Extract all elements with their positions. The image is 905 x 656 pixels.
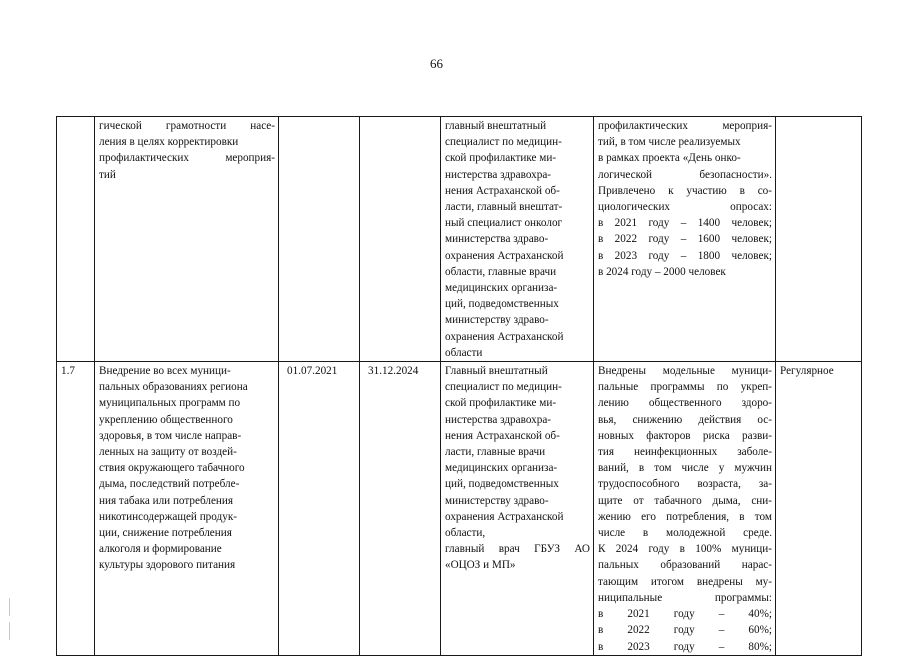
result-line: лению общественного здоро-: [598, 397, 772, 410]
event-line: ленных на защиту от воздей-: [99, 446, 237, 459]
event-line: профилактических мероприя-: [99, 152, 275, 165]
type-cell: [776, 117, 862, 362]
result-line: в 2023 году – 1800 человек;: [598, 249, 772, 262]
event-line: здоровья, в том числе направ-: [99, 429, 242, 442]
result-line: Привлечено к участию в со-: [598, 184, 772, 197]
event-line: пальных образованиях региона: [99, 381, 248, 394]
event-line: ствия окружающего табачного: [99, 462, 245, 475]
event-line: муниципальных программ по: [99, 397, 241, 410]
result-line: в рамках проекта «День онко-: [598, 152, 741, 165]
result-line: вья, снижению действия ос-: [598, 413, 772, 426]
result-line: тия неинфекционных заболе-: [598, 446, 772, 459]
event-cell: [95, 117, 279, 362]
result-line: тий, в том числе реализуемых: [598, 136, 741, 149]
result-line: в 2021 году – 1400 человек;: [598, 217, 772, 230]
responsible-line: ской профилактике ми-: [445, 152, 557, 165]
responsible-line: Главный внештатный: [445, 365, 548, 378]
result-line: в 2022 году – 1600 человек;: [598, 233, 772, 246]
event-line: дыма, последствий потребле-: [99, 478, 240, 491]
event-line: тий: [99, 168, 116, 181]
event-line: ции, снижение потребления: [99, 527, 232, 540]
end-date-cell: [360, 117, 441, 362]
row-number-cell: [57, 117, 95, 362]
result-line: в 2023 году – 80%;: [598, 640, 772, 653]
responsible-line: ласти, главные врачи: [445, 446, 546, 459]
scan-mark: [9, 622, 10, 640]
responsible-line: медицинских организа-: [445, 462, 558, 475]
result-line: в 2022 году – 60%;: [598, 624, 772, 637]
result-line: трудоспособного возраста, за-: [598, 478, 772, 491]
page-number: 66: [430, 56, 443, 71]
event-line: ления в целях корректировки: [99, 136, 239, 149]
result-line: профилактических мероприя-: [598, 120, 772, 132]
responsible-line: нения Астраханской об-: [445, 429, 560, 442]
table-row: [57, 362, 862, 656]
event-line: никотинсодержащей продук-: [99, 510, 237, 523]
responsible-line: нения Астраханской об-: [445, 184, 560, 197]
responsible-line: «ОЦОЗ и МП»: [445, 559, 516, 572]
responsible-line: охранения Астраханской: [445, 249, 564, 262]
responsible-line: ций, подведомственных: [445, 298, 559, 311]
responsible-line: охранения Астраханской: [445, 330, 564, 343]
responsible-line: охранения Астраханской: [445, 510, 564, 523]
end-date-cell: 31.12.2024: [360, 362, 441, 656]
start-date-cell: 01.07.2021: [279, 362, 360, 656]
event-line: культуры здорового питания: [99, 559, 236, 572]
responsible-line: ласти, главный внештат-: [445, 201, 563, 214]
responsible-line: медицинских организа-: [445, 282, 558, 295]
responsible-line: министерству здраво-: [445, 314, 549, 327]
result-line: пальных образований нарас-: [598, 559, 772, 572]
type-cell: Регулярное: [776, 362, 862, 656]
responsible-line: ской профилактике ми-: [445, 397, 557, 410]
result-line: пальные программы по укреп-: [598, 381, 772, 394]
responsible-line: нистерства здравохра-: [445, 168, 552, 181]
responsible-line: ций, подведомственных: [445, 478, 559, 491]
result-line: Внедрены модельные муници-: [598, 365, 772, 378]
result-line: числе в молодежной среде.: [598, 527, 772, 540]
result-line: К 2024 году в 100% муници-: [598, 543, 772, 556]
responsible-line: специалист по медицин-: [445, 136, 562, 149]
responsible-cell: [441, 117, 594, 362]
table-row: [57, 117, 862, 362]
result-line: ниципальные программы:: [598, 591, 772, 604]
result-cell: [594, 117, 776, 362]
event-cell: [95, 362, 279, 656]
responsible-line: главный внештатный: [445, 120, 547, 132]
start-date-cell: [279, 117, 360, 362]
result-line: щите от табачного дыма, сни-: [598, 494, 772, 507]
row-number-cell: 1.7: [57, 362, 95, 656]
result-line: логической безопасности».: [598, 168, 772, 181]
result-line: ваний, в том числе у мужчин: [598, 462, 772, 475]
result-line: в 2024 году – 2000 человек: [598, 265, 726, 278]
responsible-line: министерства здраво-: [445, 233, 549, 246]
result-cell: [594, 362, 776, 656]
responsible-line: области, главные врачи: [445, 265, 557, 278]
responsible-line: нистерства здравохра-: [445, 413, 552, 426]
result-line: тающим итогом внедрены му-: [598, 575, 772, 588]
responsible-line: министерству здраво-: [445, 494, 549, 507]
result-line: новных факторов риска разви-: [598, 429, 772, 442]
responsible-line: специалист по медицин-: [445, 381, 562, 394]
responsible-line: главный врач ГБУЗ АО: [445, 543, 590, 556]
responsible-line: ный специалист онколог: [445, 217, 563, 230]
event-line: гической грамотности насе-: [99, 120, 275, 132]
responsible-line: области: [445, 346, 483, 359]
event-line: ния табака или потребления: [99, 494, 234, 507]
measures-table: [56, 116, 862, 656]
event-line: алкоголя и формирование: [99, 543, 222, 556]
result-line: циологических опросах:: [598, 201, 772, 214]
result-line: жению его потребления, в том: [598, 510, 772, 523]
responsible-line: области,: [445, 527, 486, 540]
event-line: Внедрение во всех муници-: [99, 365, 231, 378]
event-line: укреплению общественного: [99, 413, 233, 426]
responsible-cell: [441, 362, 594, 656]
result-line: в 2021 году – 40%;: [598, 608, 772, 621]
scan-mark: [9, 598, 10, 616]
